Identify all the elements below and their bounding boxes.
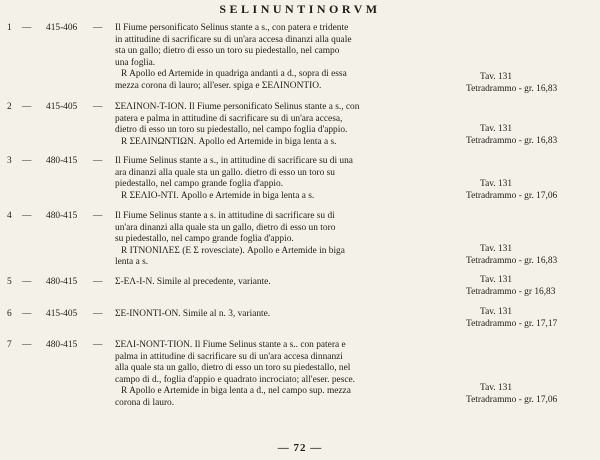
description-line: sta un gallo; dietro di esso un toro su piedestallo, nel campo: [115, 46, 340, 57]
entry-number: 1: [7, 23, 12, 33]
description-line: palma in attitudine di sacrificare su di un'ara accesa dinnanzi: [115, 351, 343, 362]
separator-dash: —: [22, 309, 32, 319]
entry-reference: [466, 307, 596, 330]
page-number: — 72 —: [277, 442, 323, 454]
coin-entry-4: [0, 211, 600, 273]
separator-dash: —: [22, 23, 32, 33]
entry-reference: [466, 179, 596, 202]
description-line: ΣΕΛΙΝΟΝ-Τ-ΙΟΝ. Il Fiume personificato Selinus stante a s., con: [115, 102, 360, 112]
entry-description: [115, 309, 460, 321]
description-line: in attitudine di sacrificare su di un'ara accesa dinanzi alla quale: [115, 34, 352, 45]
description-line: R ΣΕΛΙΝΩΝΤΙΩΝ. Apollo ed Artemide in biga lenta a s.: [121, 136, 337, 147]
entry-number: 2: [7, 102, 12, 112]
separator-dash: —: [93, 309, 103, 319]
separator-dash: —: [22, 277, 32, 287]
plate-number: Tav. 131: [480, 383, 513, 393]
entry-number: 7: [7, 340, 12, 350]
plate-number: Tav. 131: [480, 124, 513, 134]
page-header: SELINUNTINORVM: [219, 2, 381, 16]
description-line: un'ara dinanzi alla quale sta un gallo, dietro di esso un toro: [115, 222, 336, 233]
separator-dash: —: [93, 156, 103, 166]
description-line: Il Fiume personificato Selinus stante a s., con patera e tridente: [115, 23, 349, 33]
coin-entry-5: [0, 277, 600, 301]
entry-description: [115, 23, 460, 93]
plate-number: Tav. 131: [480, 307, 513, 317]
description-line: una foglia.: [115, 57, 156, 68]
entry-date: 480-415: [46, 156, 78, 166]
coin-weight: Tetradrammo - gr. 17,06: [466, 190, 558, 201]
entry-date: 480-415: [46, 340, 78, 350]
entry-reference: [466, 383, 596, 406]
separator-dash: —: [22, 211, 32, 221]
entry-date: 480-415: [46, 211, 78, 221]
description-line: R Apollo ed Artemide in quadriga andanti a d., sopra di essa: [121, 69, 347, 80]
coin-entry-7: [0, 340, 600, 412]
description-line: piedestallo, nel campo grande foglia d'appio.: [115, 179, 284, 190]
coin-entry-2: [0, 102, 600, 152]
description-line: ara dinanzi alla quale sta un gallo. dietro di esso un toro su: [115, 167, 335, 178]
description-line: alla quale sta un gallo, dietro di esso un toro su piedestallo, nel: [115, 363, 351, 374]
coin-weight: Tetradrammo - gr. 17,06: [466, 394, 558, 405]
coin-weight: Tetradrammo - gr. 17,17: [466, 318, 558, 329]
entry-number: 6: [7, 309, 12, 319]
separator-dash: —: [22, 340, 32, 350]
entry-reference: [466, 275, 596, 298]
separator-dash: —: [93, 211, 103, 221]
entry-description: [115, 277, 460, 289]
coin-entry-1: [0, 23, 600, 95]
description-line: lenta a s.: [115, 257, 149, 268]
separator-dash: —: [22, 102, 32, 112]
plate-number: Tav. 131: [480, 179, 513, 189]
entry-reference: [466, 72, 596, 95]
entry-number: 3: [7, 156, 12, 166]
separator-dash: —: [93, 277, 103, 287]
separator-dash: —: [93, 23, 103, 33]
entry-reference: [466, 244, 596, 267]
entry-description: [115, 102, 460, 148]
entry-date: 415-405: [46, 102, 78, 112]
description-line: R ΙΤΝΟΝΙΛΕΣ (Ε Σ rovesciate). Apollo e Artemide in biga: [121, 245, 345, 256]
description-line: mezza corona di lauro; all'eser. spiga e ΣΕΛΙΝΟΝΤΙΟ.: [115, 80, 322, 91]
plate-number: Tav. 131: [480, 72, 513, 82]
separator-dash: —: [93, 340, 103, 350]
entry-description: [115, 211, 460, 269]
coin-weight: Tetradrammo - gr 16,83: [466, 286, 556, 297]
description-line: R ΣΕΛΙΟ-ΝΤΙ. Apollo e Artemide in biga lenta a s.: [121, 190, 315, 201]
description-line: ΣΕ-ΙΝΟΝΤΙ-ΟΝ. Simile al n. 3, variante.: [115, 309, 271, 319]
description-line: corona di lauro.: [115, 397, 175, 408]
coin-weight: Tetradrammo - gr. 16,83: [466, 255, 558, 266]
separator-dash: —: [22, 156, 32, 166]
entry-description: [115, 340, 460, 410]
description-line: R Apollo e Artemide in biga lenta a d., nel campo sup. mezza: [121, 386, 351, 397]
entry-number: 5: [7, 277, 12, 287]
description-line: ΣΕΛΙ-ΝΟΝΤ-ΤΙΟΝ. Il Fiume Selinus stante a s.. con patera e: [115, 340, 346, 350]
entry-number: 4: [7, 211, 12, 221]
plate-number: Tav. 131: [480, 244, 513, 254]
separator-dash: —: [93, 102, 103, 112]
entry-description: [115, 156, 460, 202]
description-line: campo di d., foglia d'appio e quadrato incrociato; all'eser. pesce.: [115, 374, 356, 385]
description-line: patera e palma in attitudine di sacrificare su di un'ara accesa,: [115, 113, 343, 124]
description-line: dietro di esso un toro su piedestallo, nel campo foglia d'appio.: [115, 125, 348, 136]
entry-reference: [466, 124, 596, 147]
description-line: su piedestallo, nel campo grande foglia d'appio.: [115, 234, 294, 245]
entry-date: 480-415: [46, 277, 78, 287]
coin-entry-3: [0, 156, 600, 206]
description-line: Σ-ΕΛ-Ι-Ν. Simile al precedente, variante.: [115, 277, 271, 287]
entry-date: 415-406: [46, 23, 78, 33]
coin-weight: Tetradrammo - gr. 16,83: [466, 83, 558, 94]
description-line: Il Fiume Selinus stante a s. in attitudine di sacrificare su di: [115, 211, 335, 221]
entry-date: 415-405: [46, 309, 78, 319]
plate-number: Tav. 131: [480, 275, 513, 285]
coin-weight: Tetradrammo - gr. 16,83: [466, 135, 558, 146]
description-line: Il Fiume Selinus stante a s., in attitudine di sacrificare su di una: [115, 156, 353, 166]
coin-entry-6: [0, 309, 600, 333]
